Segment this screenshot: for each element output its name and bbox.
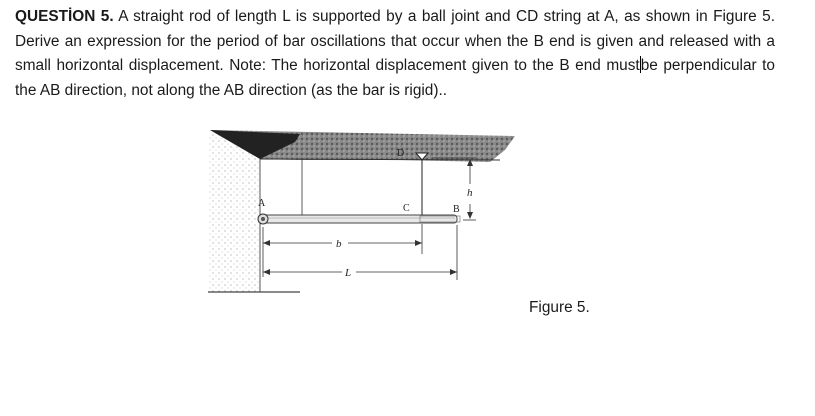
dimension-b <box>263 224 422 277</box>
figure-5-diagram <box>200 122 530 297</box>
label-h: h <box>467 187 473 199</box>
label-c: C <box>403 203 410 214</box>
dimension-l <box>263 225 457 280</box>
question-text-part1: A straight rod of length L is supported by a ball joint and CD string at A, as shown in Figure 5. Derive an expression for the period of bar oscillations that occur when the B end is given and released with a small horizontal displacement. Note: The horizontal displacement given to the B end must <box>15 8 776 74</box>
label-b: B <box>453 204 460 215</box>
rod-ab <box>262 215 460 223</box>
question-number: QUESTİON 5. <box>15 8 114 25</box>
label-a: A <box>258 198 266 209</box>
question-paragraph <box>15 5 775 103</box>
label-d: D <box>397 148 405 159</box>
figure-caption: Figure 5. <box>529 299 590 316</box>
label-b-dimension: b <box>336 238 342 250</box>
label-l-dimension: L <box>345 267 352 279</box>
ball-joint-a <box>258 214 268 224</box>
question-text-part2: be perpendicular to the AB direction, not along the AB direction (as the bar is rigid).. <box>15 57 775 99</box>
